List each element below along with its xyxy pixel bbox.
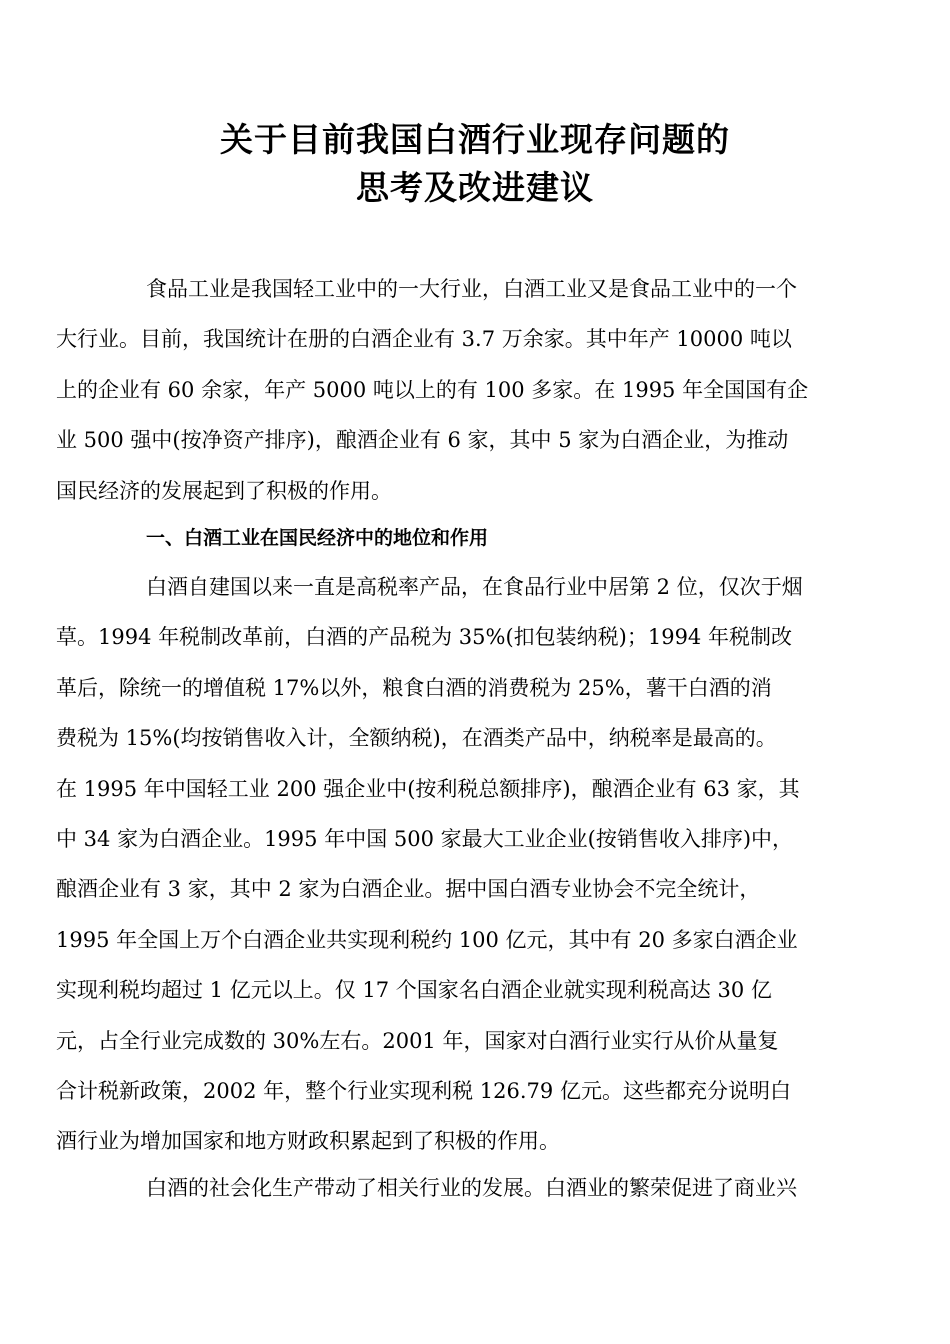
paragraph-line: 实现利税均超过 1 亿元以上。仅 17 个国家名白酒企业就实现利税高达 30 亿 <box>56 978 772 1003</box>
paragraph-line: 在 1995 年中国轻工业 200 强企业中(按利税总额排序)，酿酒企业有 63 家，其 <box>56 776 800 801</box>
paragraph-line: 酒行业为增加国家和地方财政积累起到了积极的作用。 <box>56 1129 560 1154</box>
paragraph-line: 元，占全行业完成数的 30%左右。2001 年，国家对白酒行业实行从价从量复 <box>56 1028 779 1053</box>
paragraph-line: 草。1994 年税制改革前，白酒的产品税为 35%(扣包装纳税)；1994 年税制改 <box>56 625 792 650</box>
paragraph-line: 大行业。目前，我国统计在册的白酒企业有 3.7 万余家。其中年产 10000 吨以 <box>56 327 792 352</box>
document-title-line-2: 思考及改进建议 <box>356 168 594 207</box>
paragraph-line: 1995 年全国上万个白酒企业共实现利税约 100 亿元，其中有 20 多家白酒企业 <box>56 927 798 952</box>
paragraph-line: 费税为 15%(均按销售收入计，全额纳税)，在酒类产品中，纳税率是最高的。 <box>56 726 777 751</box>
paragraph-tax-status <box>56 562 853 1167</box>
paragraph-intro <box>56 264 853 516</box>
paragraph-line: 白酒的社会化生产带动了相关行业的发展。白酒业的繁荣促进了商业兴 <box>146 1176 797 1200</box>
paragraph-line: 上的企业有 60 余家，年产 5000 吨以上的有 100 多家。在 1995 年全国国有企 <box>56 377 809 402</box>
paragraph-line: 合计税新政策，2002 年，整个行业实现利税 126.79 亿元。这些都充分说明白 <box>56 1079 791 1104</box>
paragraph-line: 食品工业是我国轻工业中的一大行业，白酒工业又是食品工业中的一个 <box>146 277 797 301</box>
paragraph-line: 白酒自建国以来一直是高税率产品，在食品行业中居第 2 位，仅次于烟 <box>146 575 803 599</box>
paragraph-line: 业 500 强中(按净资产排序)，酿酒企业有 6 家，其中 5 家为白酒企业，为推动 <box>56 428 789 453</box>
document-title-line-1: 关于目前我国白酒行业现存问题的 <box>220 120 730 159</box>
paragraph-related-industries <box>101 1163 853 1213</box>
paragraph-line: 酿酒企业有 3 家，其中 2 家为白酒企业。据中国白酒专业协会不完全统计， <box>56 877 761 902</box>
paragraph-line: 国民经济的发展起到了积极的作用。 <box>56 478 392 503</box>
section-heading: 一、白酒工业在国民经济中的地位和作用 <box>146 527 489 549</box>
paragraph-line: 中 34 家为白酒企业。1995 年中国 500 家最大工业企业(按销售收入排序)中， <box>56 827 794 852</box>
paragraph-line: 革后，除统一的增值税 17%以外，粮食白酒的消费税为 25%，薯干白酒的消 <box>56 675 772 700</box>
